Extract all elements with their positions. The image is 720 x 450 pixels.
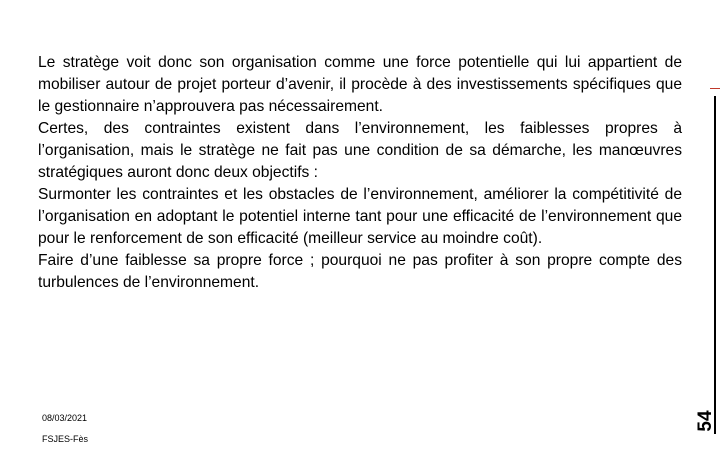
side-margin	[697, 0, 720, 450]
paragraph-4: Faire d’une faiblesse sa propre force ; pourquoi ne pas profiter à son propre compte des turbulences de l’environnement.	[38, 252, 682, 291]
accent-line	[710, 88, 720, 89]
slide-number: 54	[695, 410, 716, 432]
side-divider	[714, 96, 716, 434]
footer-organization: FSJES-Fès	[42, 434, 89, 444]
slide-body	[38, 52, 682, 294]
paragraph-2: Certes, des contraintes existent dans l’environnement, les faiblesses propres à l’organisation, mais le stratège ne fait pas une condition de sa démarche, les manœuvres stratégiques auront donc deux objectifs :	[38, 120, 682, 181]
footer-date: 08/03/2021	[42, 413, 88, 423]
paragraph-1: Le stratège voit donc son organisation comme une force potentielle qui lui appartient de mobiliser autour de projet porteur d’avenir, il procède à des investissements spécifiques que le gestionnaire n’approuvera pas nécessairement.	[38, 54, 682, 115]
paragraph-3: Surmonter les contraintes et les obstacles de l’environnement, améliorer la compétitivité de l’organisation en adoptant le potentiel interne tant pour une efficacité de l’environnement que pour le renforcement de son efficacité (meilleur service au moindre coût).	[38, 186, 682, 247]
